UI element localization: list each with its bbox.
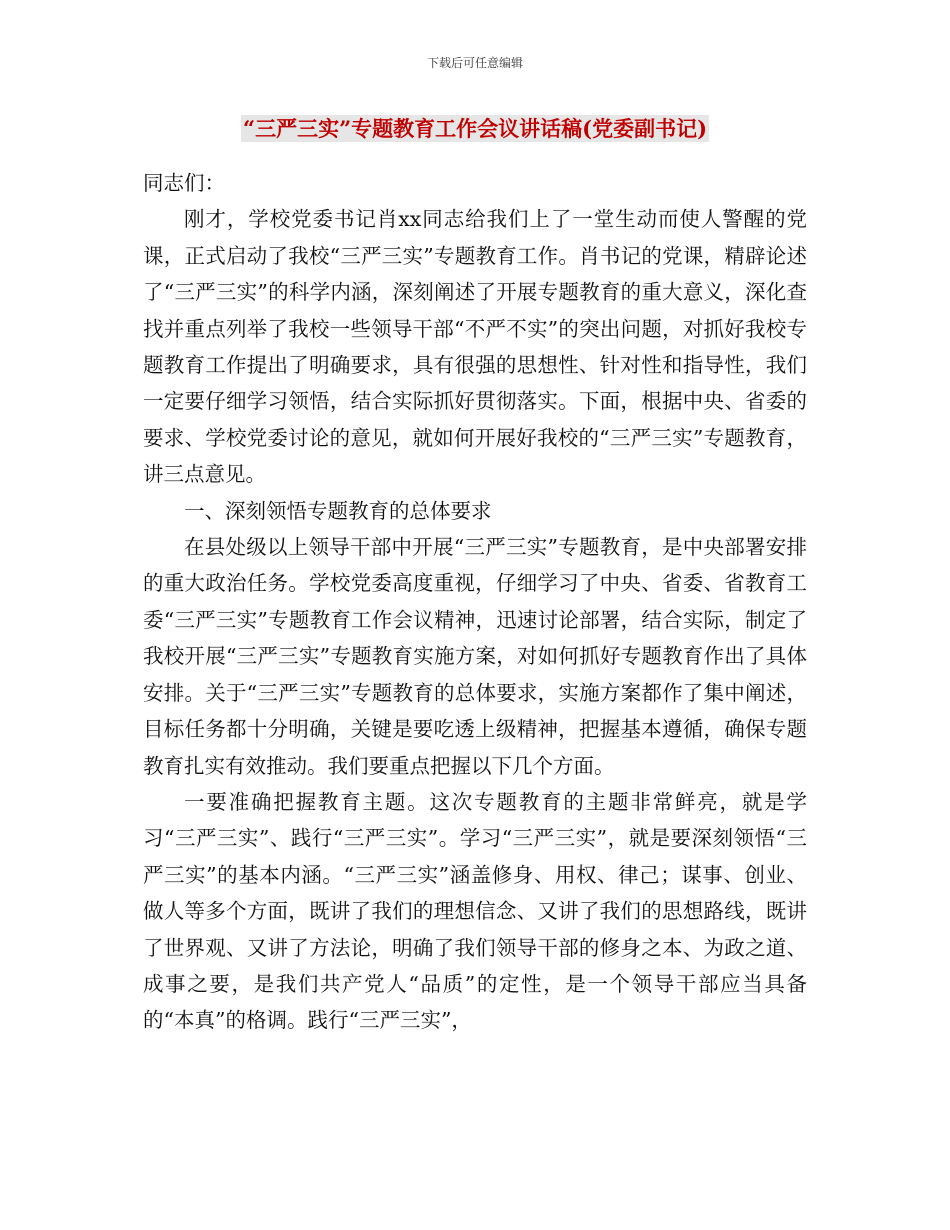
section-heading: 一、深刻领悟专题教育的总体要求	[184, 498, 492, 523]
document-body	[143, 165, 807, 1039]
header-note: 下载后可任意编辑	[426, 56, 523, 70]
document-title-text: “三严三实”专题教育工作会议讲话稿(党委副书记)	[242, 116, 708, 141]
document-title	[0, 116, 950, 142]
paragraph: 刚才，学校党委书记肖xx同志给我们上了一堂生动而使人警醒的党课，正式启动了我校“三严三实”专题教育工作。肖书记的党课，精辟论述了“三严三实”的科学内涵，深刻阐述了开展专题教育的重大意义，深化查找并重点列举了我校一些领导干部“不严不实”的突出问题，对抓好我校专题教育工作提出了明确要求，具有很强的思想性、针对性和指导性，我们一定要仔细学习领悟，结合实际抓好贯彻落实。下面，根据中央、省委的要求、学校党委讨论的意见，就如何开展好我校的“三严三实”专题教育，讲三点意见。	[143, 207, 807, 487]
paragraph: 在县处级以上领导干部中开展“三严三实”专题教育，是中央部署安排的重大政治任务。学校党委高度重视，仔细学习了中央、省委、省教育工委“三严三实”专题教育工作会议精神，迅速讨论部署，结合实际，制定了我校开展“三严三实”专题教育实施方案，对如何抓好专题教育作出了具体安排。关于“三严三实”专题教育的总体要求，实施方案都作了集中阐述，目标任务都十分明确，关键是要吃透上级精神，把握基本遵循，确保专题教育扎实有效推动。我们要重点把握以下几个方面。	[143, 535, 807, 778]
paragraph: 一要准确把握教育主题。这次专题教育的主题非常鲜亮，就是学习“三严三实”、践行“三严三实”。学习“三严三实”，就是要深刻领悟“三严三实”的基本内涵。“三严三实”涵盖修身、用权、律己；谋事、创业、做人等多个方面，既讲了我们的理想信念、又讲了我们的思想路线，既讲了世界观、又讲了方法论，明确了我们领导干部的修身之本、为政之道、成事之要，是我们共产党人“品质”的定性，是一个领导干部应当具备的“本真”的格调。践行“三严三实”，	[143, 789, 807, 1033]
greeting: 同志们：	[143, 171, 225, 195]
